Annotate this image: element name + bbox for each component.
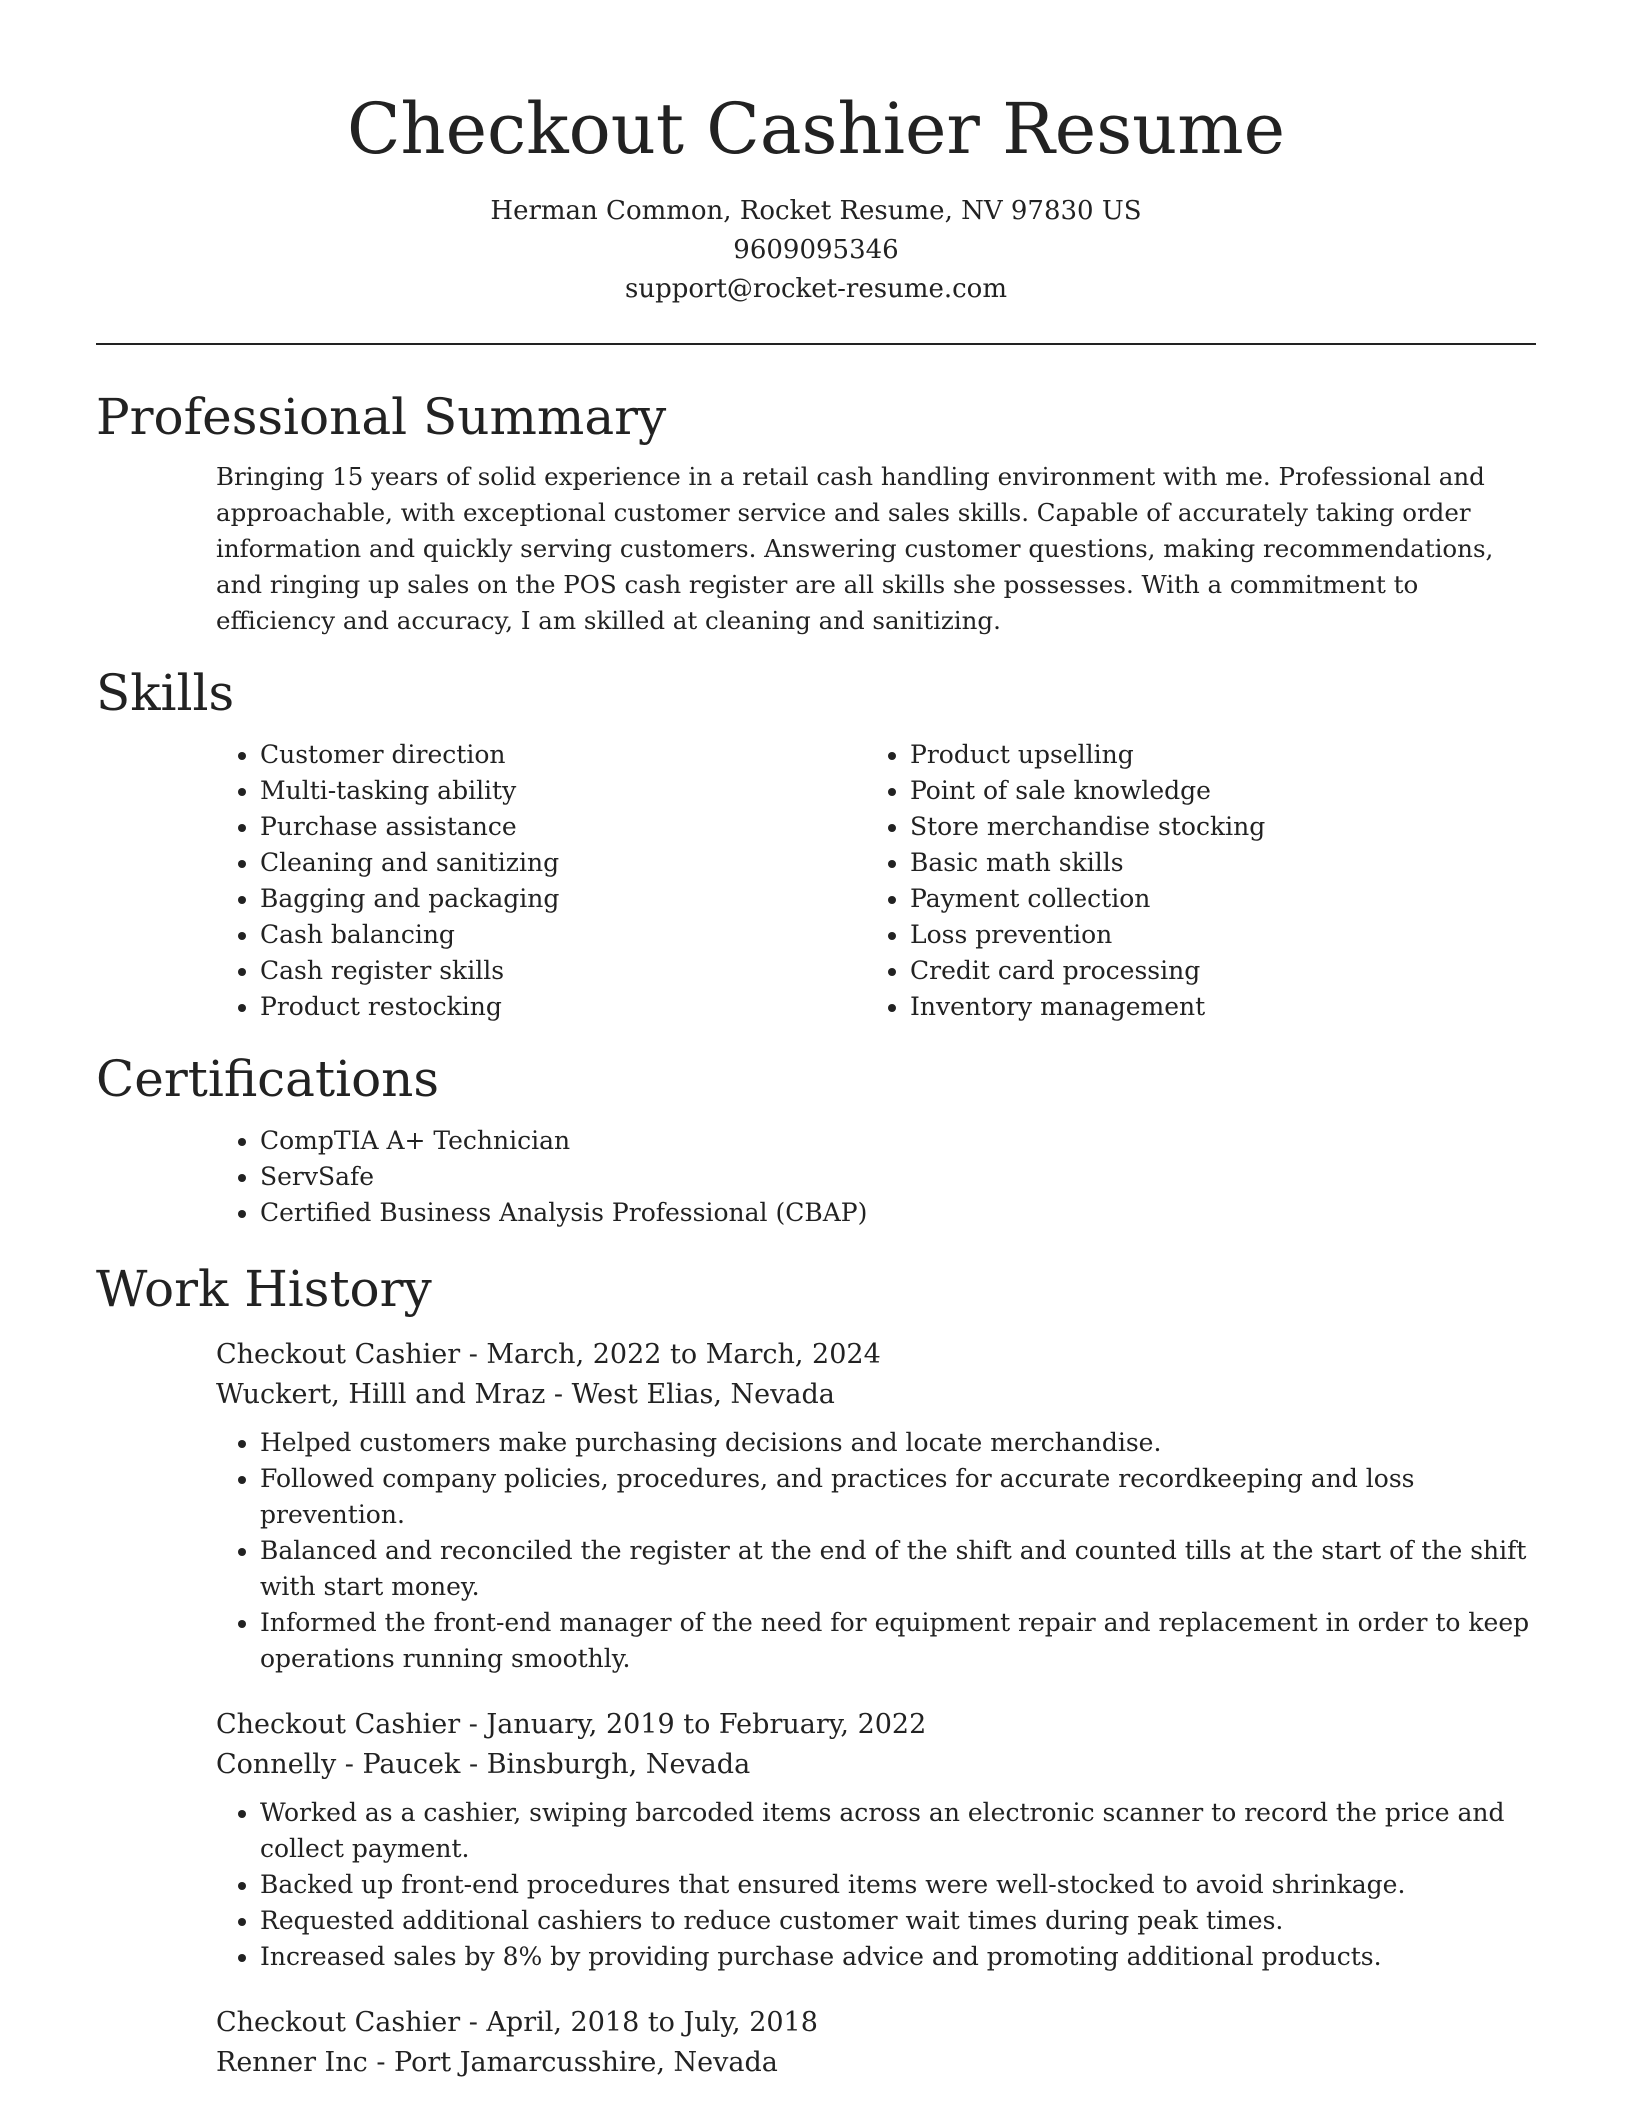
certifications-section (96, 1047, 1536, 1231)
job-duty-item: • Increased sales by 8% by providing purchase advice and promoting additional products. (260, 1939, 1536, 1975)
skill-item: • Multi-tasking ability (260, 773, 866, 809)
job-dates: March, 2022 to March, 2024 (486, 1339, 881, 1370)
skill-item: • Basic math skills (910, 845, 1516, 881)
job-title-line: Checkout Cashier - March, 2022 to March, 2024 (216, 1339, 881, 1370)
skills-section (96, 661, 1536, 1025)
job-company-line: Connelly - Paucek - Binsburgh, Nevada (216, 1749, 751, 1780)
job-duty-item: • Requested additional cashiers to reduce customer wait times during peak times. (260, 1903, 1536, 1939)
skills-right-column (866, 737, 1516, 1025)
certification-item: • Certified Business Analysis Professional (CBAP) (260, 1195, 1536, 1231)
work-heading: Work History (96, 1260, 432, 1318)
skill-item: • Bagging and packaging (260, 881, 866, 917)
skills-left-column (216, 737, 866, 1025)
job-duty-item: • Worked as a cashier, swiping barcoded items across an electronic scanner to record the price and collect payment. (260, 1795, 1536, 1867)
resume-page (96, 0, 1536, 2111)
job-entry (96, 1705, 1536, 1975)
work-section (96, 1257, 1536, 2083)
job-duties (216, 1425, 1536, 1677)
certifications-wrap (216, 1123, 1536, 1231)
job-location: West Elias, Nevada (571, 1379, 835, 1410)
certification-item: • ServSafe (260, 1159, 1536, 1195)
resume-title: Checkout Cashier Resume (346, 88, 1286, 170)
certification-item: • CompTIA A+ Technician (260, 1123, 1536, 1159)
skill-item: • Payment collection (910, 881, 1516, 917)
resume-header (96, 0, 1536, 309)
skill-item: • Cash balancing (260, 917, 866, 953)
skill-item: • Store merchandise stocking (910, 809, 1516, 845)
job-duty-item: • Followed company policies, procedures, and practices for accurate recordkeeping and loss prevention. (260, 1461, 1536, 1533)
skill-item: • Inventory management (910, 989, 1516, 1025)
skill-item: • Loss prevention (910, 917, 1516, 953)
job-entry (96, 1335, 1536, 1677)
job-title: Checkout Cashier (216, 1339, 461, 1370)
job-duty-item: • Balanced and reconciled the register at the end of the shift and counted tills at the start of the shift with start money. (260, 1533, 1536, 1605)
header-divider (96, 343, 1536, 345)
contact-address: Herman Common, Rocket Resume, NV 97830 US (490, 196, 1142, 226)
job-dates: January, 2019 to February, 2022 (486, 1709, 927, 1740)
job-title-line: Checkout Cashier - January, 2019 to February, 2022 (216, 1709, 927, 1740)
job-company-line: Wuckert, Hilll and Mraz - West Elias, Nevada (216, 1379, 835, 1410)
job-duty-item: • Helped customers make purchasing decisions and locate merchandise. (260, 1425, 1536, 1461)
skill-item: • Customer direction (260, 737, 866, 773)
certifications-heading: Certifications (96, 1050, 440, 1108)
contact-phone: 9609095346 (733, 235, 899, 265)
job-duties-list (216, 1425, 1536, 1677)
summary-section (96, 385, 1536, 639)
skill-item: • Cleaning and sanitizing (260, 845, 866, 881)
skill-item: • Credit card processing (910, 953, 1516, 989)
certifications-list (216, 1123, 1536, 1231)
skills-left-list (216, 737, 866, 1025)
job-company: Wuckert, Hilll and Mraz (216, 1379, 546, 1410)
summary-text: Bringing 15 years of solid experience in a retail cash handling environment with me. Professional and approachable, with exceptional customer service and sales skills. Capable of accurately taking order information and quickly serving customers. Answering customer questions, making recommendations, and ringing up sales on the POS cash register are all skills she possesses. With a commitment to efficiency and accuracy, I am skilled at cleaning and sanitizing. (216, 462, 1494, 635)
job-duty-item: • Backed up front-end procedures that ensured items were well-stocked to avoid shrinkage. (260, 1867, 1536, 1903)
skill-item: • Purchase assistance (260, 809, 866, 845)
skill-item: • Point of sale knowledge (910, 773, 1516, 809)
job-title: Checkout Cashier (216, 2007, 461, 2038)
job-company-line: Renner Inc - Port Jamarcusshire, Nevada (216, 2047, 778, 2078)
job-duties (216, 1795, 1536, 1975)
job-company: Connelly - Paucek (216, 1749, 461, 1780)
job-duty-item: • Informed the front-end manager of the need for equipment repair and replacement in order to keep operations running smoothly. (260, 1605, 1536, 1677)
job-entry (96, 2003, 1536, 2083)
job-duties-list (216, 1795, 1536, 1975)
job-title: Checkout Cashier (216, 1709, 461, 1740)
skill-item: • Product upselling (910, 737, 1516, 773)
contact-email: support@rocket-resume.com (624, 274, 1007, 304)
skills-heading: Skills (96, 664, 235, 722)
skills-columns (216, 737, 1536, 1025)
job-dates: April, 2018 to July, 2018 (486, 2007, 818, 2038)
skill-item: • Cash register skills (260, 953, 866, 989)
summary-heading: Professional Summary (96, 388, 667, 446)
job-company: Renner Inc (216, 2047, 368, 2078)
skills-right-list (866, 737, 1516, 1025)
job-location: Port Jamarcusshire, Nevada (394, 2047, 778, 2078)
jobs-container (96, 1335, 1536, 2083)
job-title-line: Checkout Cashier - April, 2018 to July, 2018 (216, 2007, 818, 2038)
job-location: Binsburgh, Nevada (486, 1749, 751, 1780)
skill-item: • Product restocking (260, 989, 866, 1025)
